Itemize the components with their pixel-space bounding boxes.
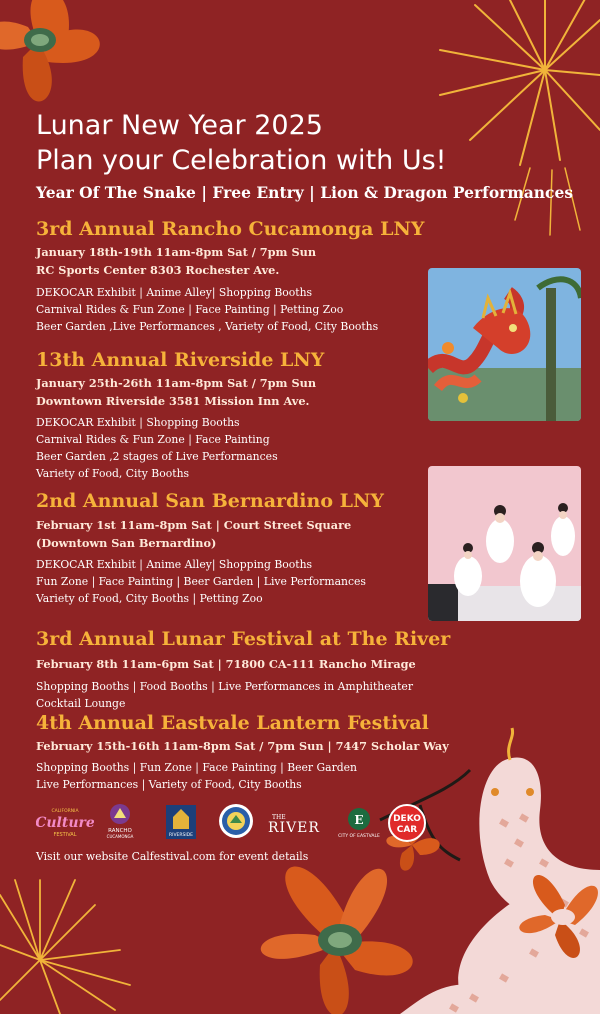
event-activity-riverside-2: Carnival Rides & Fun Zone | Face Painting (36, 433, 270, 446)
event-activity-sb-3: Variety of Food, City Booths | Petting Zoo (36, 592, 263, 605)
title-line-1: Lunar New Year 2025 (36, 110, 323, 141)
dragon-dance-photo (428, 268, 581, 421)
san-bernardino-seal-logo (218, 803, 254, 839)
event-when-riverside-2: Downtown Riverside 3581 Mission Inn Ave. (36, 394, 310, 408)
title-line-2: Plan your Celebration with Us! (36, 145, 447, 176)
event-activity-rancho-2: Carnival Rides & Fun Zone | Face Painting | Petting Zoo (36, 303, 344, 316)
dekocar-logo (388, 804, 426, 842)
event-heading-riverside: 13th Annual Riverside LNY (36, 349, 325, 371)
riverside-logo (162, 803, 200, 841)
event-activity-sb-1: DEKOCAR Exhibit | Anime Alley| Shopping Booths (36, 558, 313, 571)
event-when-rancho-1: January 18th-19th 11am-8pm Sat / 7pm Sun (36, 245, 317, 259)
visit-website-text: Visit our website Calfestival.com for event details (36, 850, 309, 863)
event-activity-river-1: Shopping Booths | Food Booths | Live Performances in Amphitheater (36, 680, 413, 693)
event-heading-eastvale: 4th Annual Eastvale Lantern Festival (36, 712, 429, 734)
svg-text:E: E (354, 813, 364, 827)
city-of-eastvale-logo (338, 806, 380, 840)
event-activity-rancho-1: DEKOCAR Exhibit | Anime Alley| Shopping Booths (36, 286, 313, 299)
snake-icon (400, 728, 600, 1014)
event-heading-san-bernardino: 2nd Annual San Bernardino LNY (36, 490, 384, 512)
dancers-photo (428, 466, 581, 621)
event-activity-riverside-3: Beer Garden ,2 stages of Live Performances (36, 450, 278, 463)
the-river-logo (268, 810, 324, 836)
svg-text:FESTIVAL: FESTIVAL (53, 832, 77, 838)
event-activity-riverside-4: Variety of Food, City Booths (36, 467, 190, 480)
svg-text:CUCAMONGA: CUCAMONGA (106, 834, 134, 839)
event-activity-rancho-3: Beer Garden ,Live Performances , Variety of Food, City Booths (36, 320, 379, 333)
rancho-cucamonga-logo (103, 802, 137, 840)
california-culture-festival-logo (36, 805, 94, 839)
svg-text:RIVER: RIVER (268, 820, 320, 836)
event-when-sb-2: (Downtown San Bernardino) (36, 536, 217, 550)
event-heading-the-river: 3rd Annual Lunar Festival at The River (36, 628, 451, 650)
event-when-river-1: February 8th 11am-6pm Sat | 71800 CA-111 Rancho Mirage (36, 657, 416, 671)
event-when-rancho-2: RC Sports Center 8303 Rochester Ave. (36, 263, 280, 277)
tagline: Year Of The Snake | Free Entry | Lion & Dragon Performances (36, 183, 574, 202)
event-activity-eastvale-1: Shopping Booths | Fun Zone | Face Painting | Beer Garden (36, 761, 358, 774)
svg-text:CITY OF EASTVALE: CITY OF EASTVALE (338, 834, 380, 839)
event-heading-rancho: 3rd Annual Rancho Cucamonga LNY (36, 218, 425, 240)
event-activity-riverside-1: DEKOCAR Exhibit | Shopping Booths (36, 416, 240, 429)
svg-text:CALIFORNIA: CALIFORNIA (51, 809, 79, 814)
event-activity-sb-2: Fun Zone | Face Painting | Beer Garden | Live Performances (36, 575, 366, 588)
svg-text:RANCHO: RANCHO (108, 828, 132, 834)
event-activity-eastvale-2: Live Performances | Variety of Food, City Booths (36, 778, 302, 791)
bottom-left-firework-icon (0, 880, 130, 1014)
bottom-flower-icon (261, 866, 413, 1014)
svg-text:Culture: Culture (36, 815, 94, 831)
event-when-sb-1: February 1st 11am-8pm Sat | Court Street Square (36, 518, 352, 532)
event-when-riverside-1: January 25th-26th 11am-8pm Sat / 7pm Sun (36, 376, 317, 390)
svg-text:CAR: CAR (396, 825, 418, 835)
svg-text:THE: THE (272, 814, 286, 821)
svg-text:DEKO: DEKO (393, 814, 421, 824)
svg-text:RIVERSIDE: RIVERSIDE (169, 833, 193, 838)
top-left-flower-icon (0, 0, 100, 101)
event-activity-river-2: Cocktail Lounge (36, 697, 126, 710)
event-when-eastvale-1: February 15th-16th 11am-8pm Sat / 7pm Sun | 7447 Scholar Way (36, 739, 449, 753)
